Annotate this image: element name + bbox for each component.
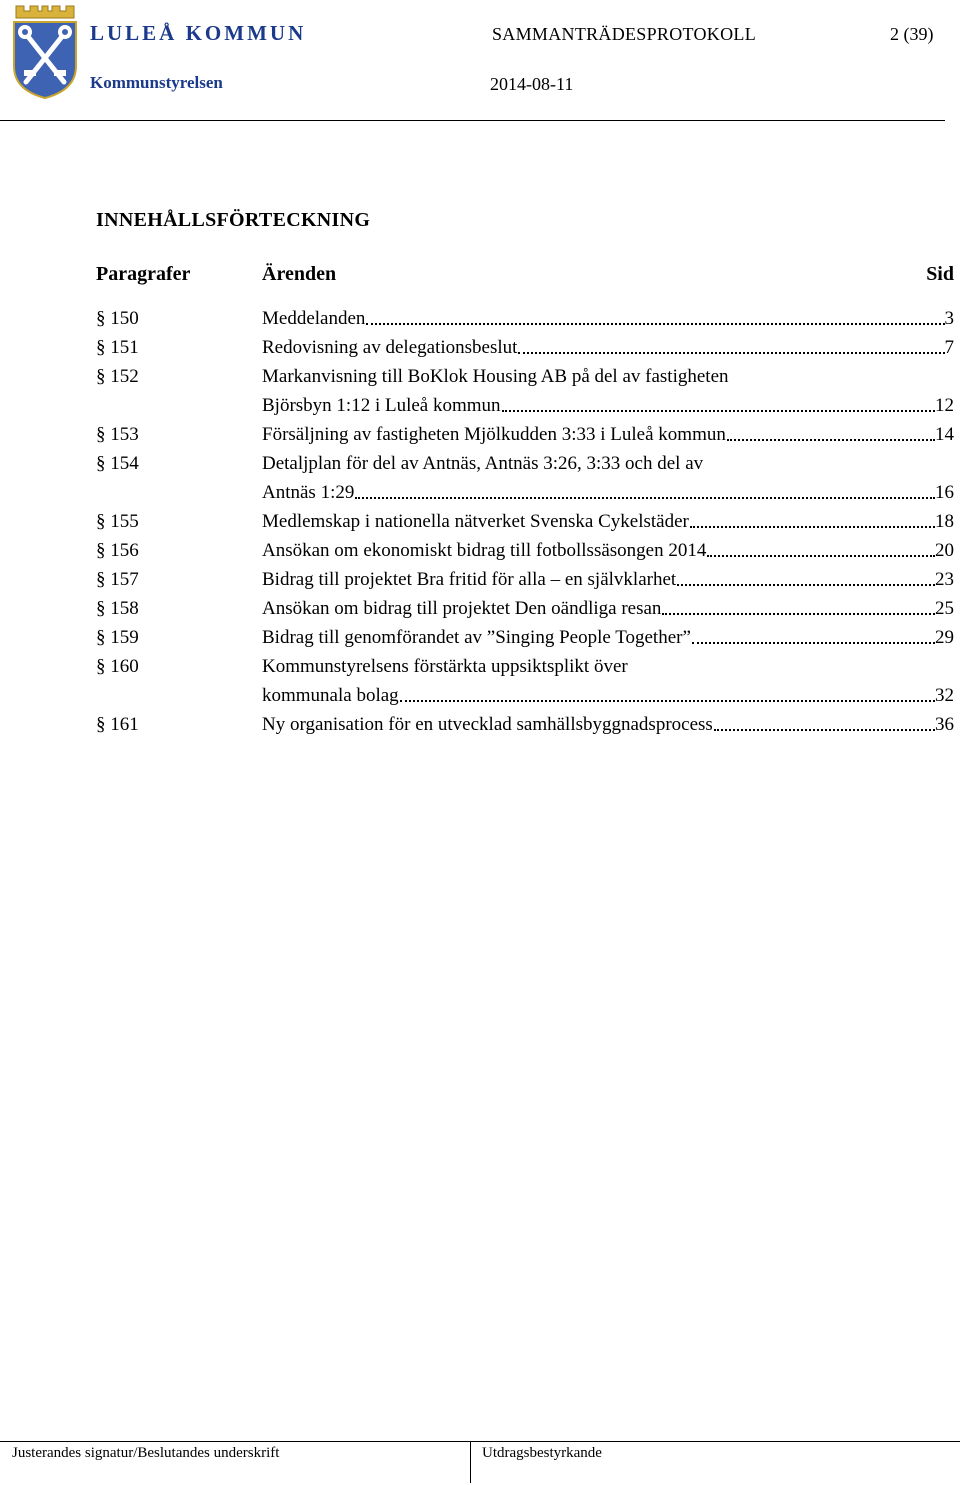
entry-title-line: Detaljplan för del av Antnäs, Antnäs 3:26, 3:33 och del av: [262, 453, 704, 474]
toc-entry: [96, 507, 954, 536]
paragraph-number: § 154: [96, 453, 139, 474]
paragraph-number: § 159: [96, 627, 139, 648]
entry-title-row: [262, 420, 954, 449]
toc-entry: [96, 565, 954, 594]
column-header-page: Sid: [926, 263, 954, 285]
page-reference: 7: [944, 337, 954, 358]
column-header-paragraphs: Paragrafer: [96, 263, 191, 285]
page-reference: 3: [944, 308, 954, 329]
dot-leader: [518, 333, 944, 354]
toc-heading: INNEHÅLLSFÖRTECKNING: [96, 209, 371, 231]
dot-leader: [727, 420, 935, 441]
page-reference: 36: [935, 714, 954, 735]
entry-title-row: [262, 333, 954, 362]
entry-title-row: [262, 478, 954, 507]
paragraph-number: § 160: [96, 656, 139, 677]
page-reference: 14: [935, 424, 954, 445]
entry-title-line: Ny organisation för en utvecklad samhällsbyggnadsprocess: [262, 714, 713, 735]
page-reference: 32: [935, 685, 954, 706]
entry-title-line: kommunala bolag: [262, 685, 399, 706]
dot-leader: [707, 536, 935, 557]
entry-title-row: [262, 565, 954, 594]
page-reference: 29: [935, 627, 954, 648]
paragraph-number: § 153: [96, 424, 139, 445]
entry-title-line: Meddelanden: [262, 308, 366, 329]
meeting-date: 2014-08-11: [490, 74, 574, 94]
entry-title-line: Antnäs 1:29: [262, 482, 355, 503]
paragraph-number: § 161: [96, 714, 139, 735]
toc-entry: [96, 304, 954, 333]
dot-leader: [400, 681, 935, 702]
toc-entry: [96, 710, 954, 739]
dot-leader: [662, 594, 935, 615]
toc-entry: [96, 449, 954, 507]
page-number: 2 (39): [890, 24, 934, 44]
toc-entry: [96, 362, 954, 420]
paragraph-number: § 152: [96, 366, 139, 387]
page-reference: 18: [935, 511, 954, 532]
dot-leader: [502, 391, 935, 412]
entry-title-row: [262, 623, 954, 652]
entry-title-row: [262, 304, 954, 333]
entry-title-line: Björsbyn 1:12 i Luleå kommun: [262, 395, 501, 416]
toc-entry: [96, 594, 954, 623]
document-type: SAMMANTRÄDESPROTOKOLL: [492, 24, 756, 44]
toc-entry: [96, 420, 954, 449]
entry-title-line: Markanvisning till BoKlok Housing AB på del av fastigheten: [262, 366, 729, 387]
dot-leader: [692, 623, 935, 644]
dot-leader: [677, 565, 935, 586]
entry-title-line: Kommunstyrelsens förstärkta uppsiktsplikt över: [262, 656, 628, 677]
department-name: Kommunstyrelsen: [90, 73, 223, 92]
footer-column-separator: [470, 1441, 471, 1483]
paragraph-number: § 158: [96, 598, 139, 619]
toc-entry: [96, 536, 954, 565]
header-divider: [0, 120, 945, 121]
entry-title-row: [262, 391, 954, 420]
dot-leader: [714, 710, 935, 731]
entry-title-line: Bidrag till genomförandet av ”Singing People Together”: [262, 627, 691, 648]
organization-name: LULEÅ KOMMUN: [90, 21, 307, 45]
toc-entry: [96, 623, 954, 652]
entry-title-line: Ansökan om ekonomiskt bidrag till fotbollssäsongen 2014: [262, 540, 707, 561]
entry-title-row: [262, 681, 954, 710]
paragraph-number: § 155: [96, 511, 139, 532]
paragraph-number: § 157: [96, 569, 139, 590]
toc-entry: [96, 333, 954, 362]
dot-leader: [366, 304, 944, 325]
footer-divider: [0, 1441, 960, 1442]
toc-entry: [96, 652, 954, 710]
entry-title-row: [262, 594, 954, 623]
entry-title-line: Bidrag till projektet Bra fritid för alla – en självklarhet: [262, 569, 677, 590]
toc-entry-list: [96, 304, 954, 739]
entry-title-line: Försäljning av fastigheten Mjölkudden 3:33 i Luleå kommun: [262, 424, 726, 445]
entry-title-row: [262, 710, 954, 739]
entry-title-line: Medlemskap i nationella nätverket Svenska Cykelstäder: [262, 511, 689, 532]
signature-label: Justerandes signatur/Beslutandes underskrift: [12, 1445, 280, 1461]
column-header-matters: Ärenden: [262, 263, 337, 285]
page-reference: 20: [935, 540, 954, 561]
excerpt-verification-label: Utdragsbestyrkande: [482, 1445, 602, 1461]
dot-leader: [355, 478, 935, 499]
entry-title-line: Ansökan om bidrag till projektet Den oändliga resan: [262, 598, 662, 619]
paragraph-number: § 156: [96, 540, 139, 561]
dot-leader: [690, 507, 935, 528]
page-reference: 12: [935, 395, 954, 416]
lulea-coat-of-arms-icon: [10, 4, 80, 100]
entry-title-row: [262, 507, 954, 536]
page-reference: 23: [935, 569, 954, 590]
paragraph-number: § 150: [96, 308, 139, 329]
page-reference: 16: [935, 482, 954, 503]
entry-title-row: [262, 536, 954, 565]
page-reference: 25: [935, 598, 954, 619]
entry-title-line: Redovisning av delegationsbeslut: [262, 337, 518, 358]
paragraph-number: § 151: [96, 337, 139, 358]
